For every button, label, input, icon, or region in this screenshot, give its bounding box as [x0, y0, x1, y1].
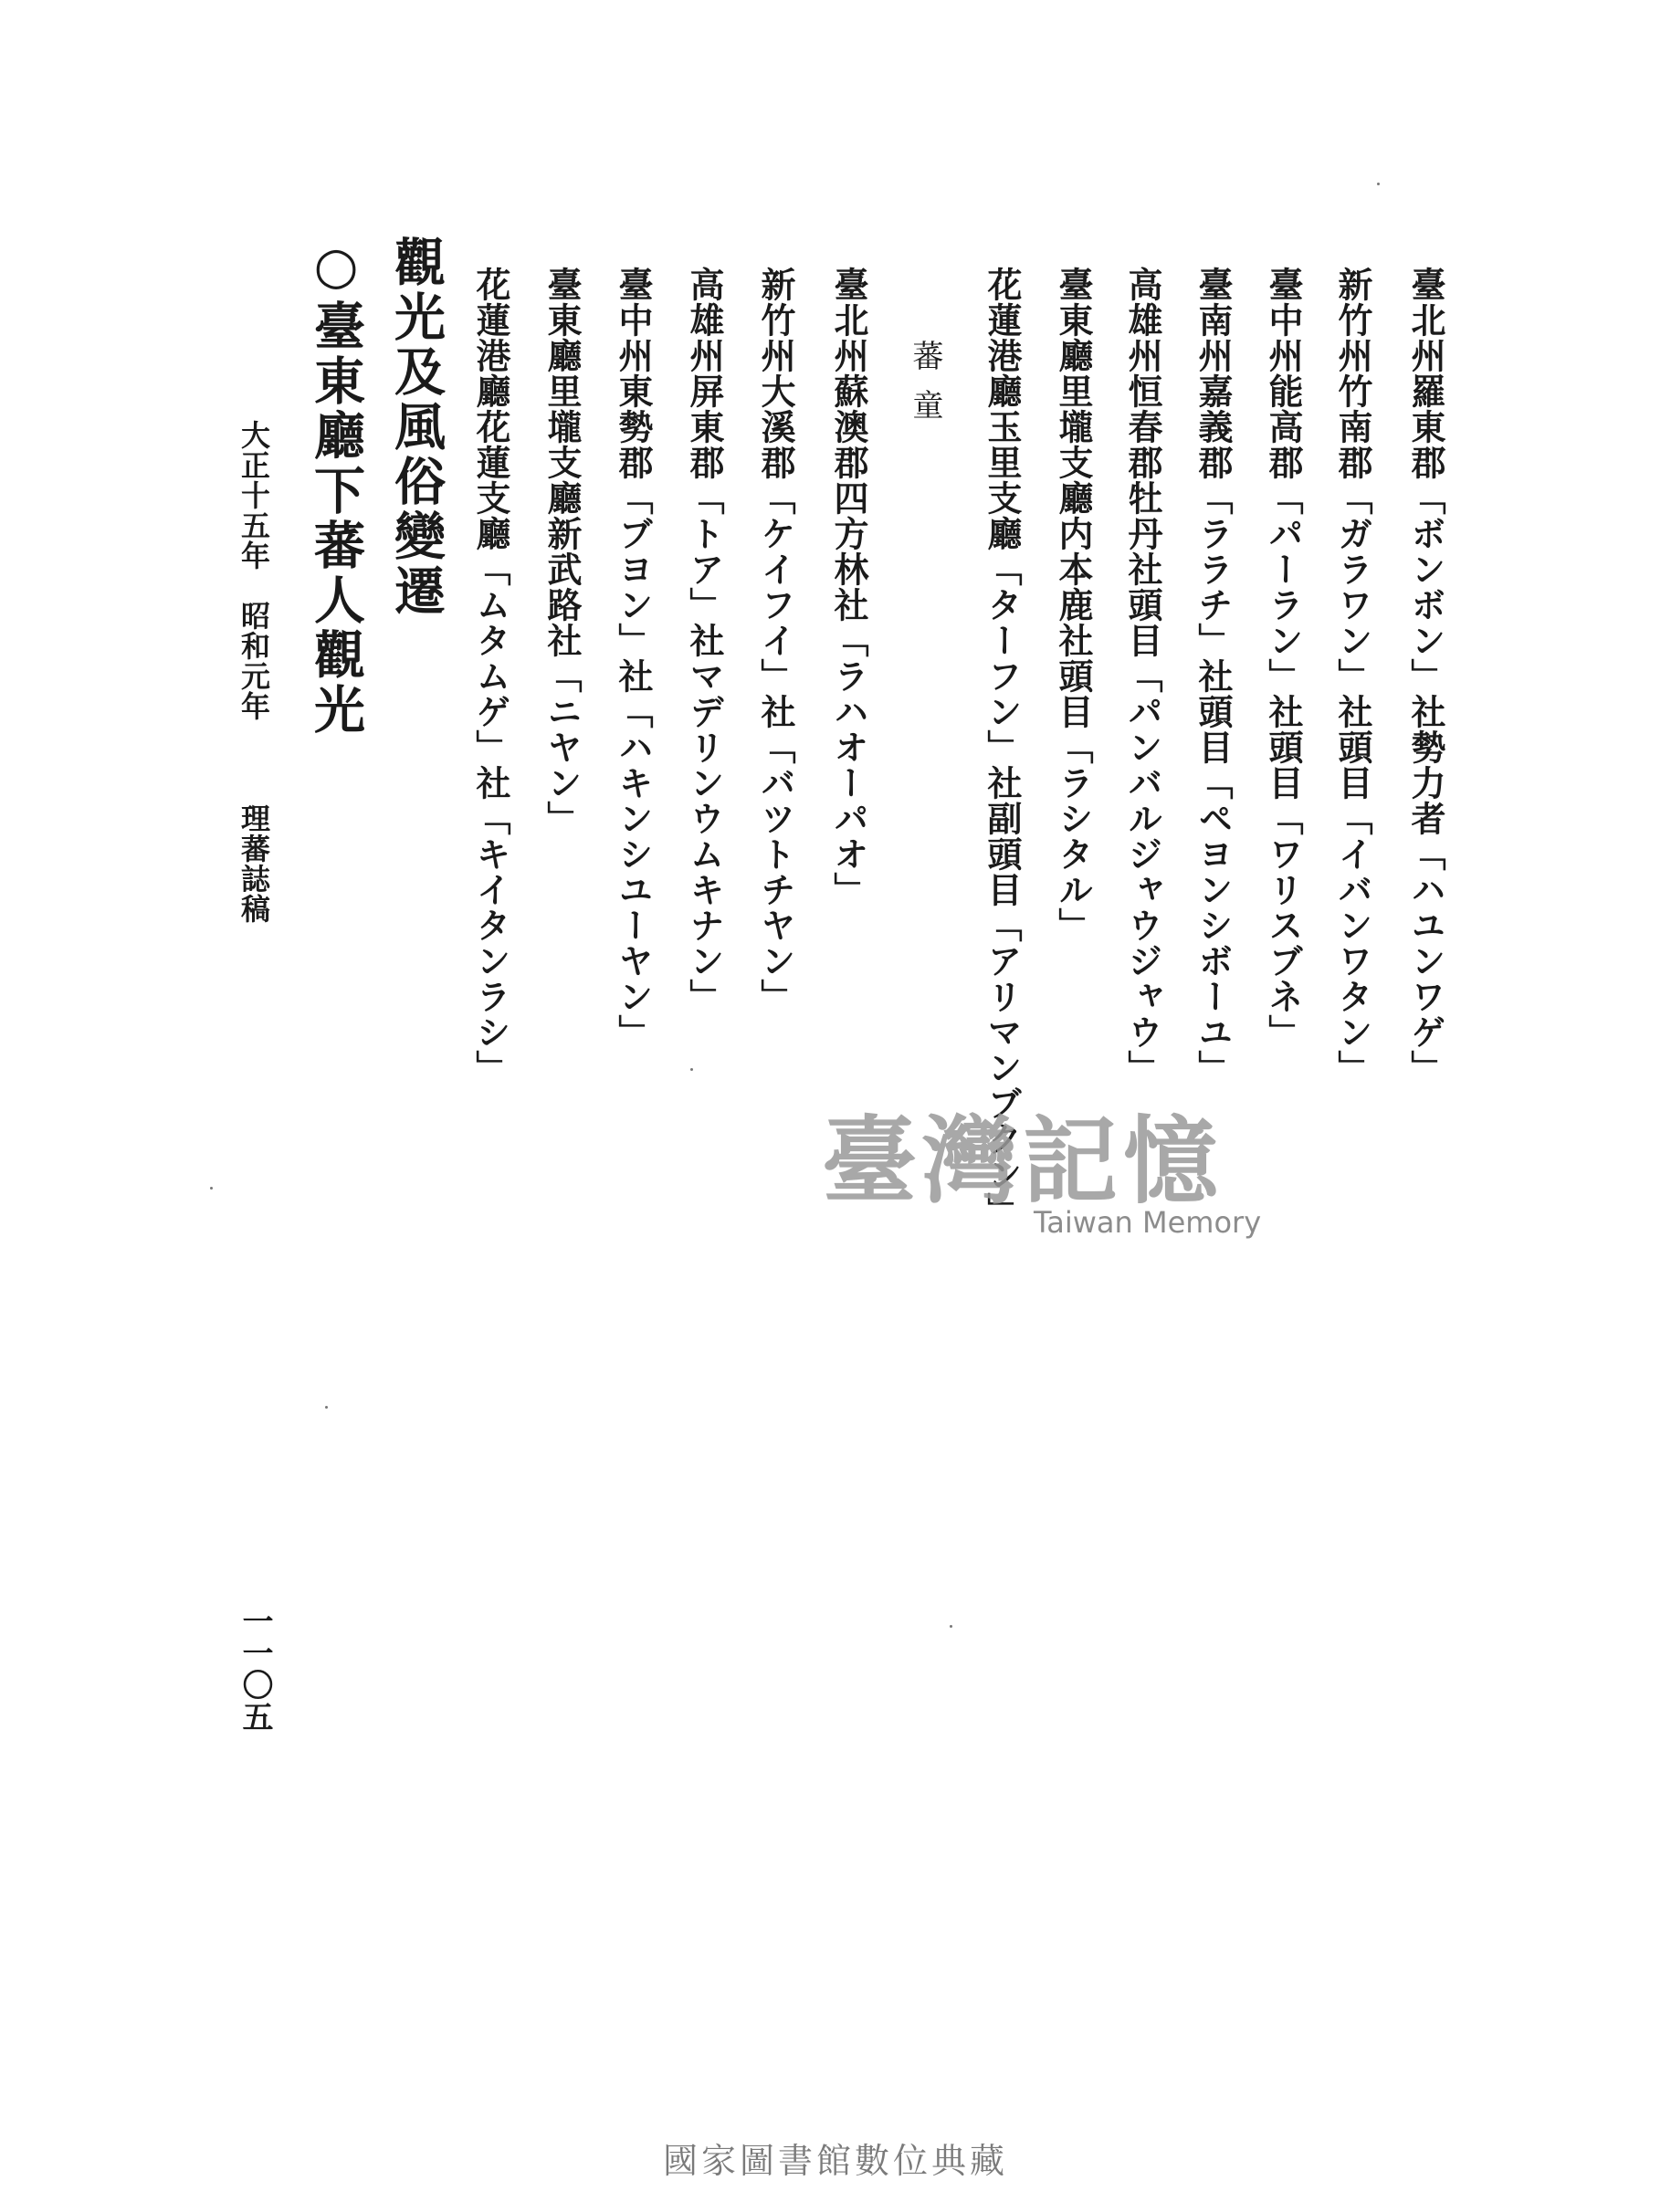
child-line-4: 臺中州東勢郡「ブヨン」社「ハキンシユーヤン」	[613, 267, 654, 1050]
chieftain-line-1: 臺北州羅東郡「ボンボン」社勢力者「ハユンワゲ」	[1405, 267, 1446, 1085]
section-heading: 蕃童	[907, 340, 943, 438]
watermark-english: Taiwan Memory	[1034, 1205, 1262, 1240]
article-title: ○臺東廳下蕃人觀光	[306, 236, 366, 738]
section-title: 觀光及風俗變遷	[386, 236, 447, 619]
taiwan-memory-watermark	[822, 1085, 1297, 1258]
library-footer: 國家圖書館數位典藏	[662, 2141, 1008, 2181]
chieftain-line-2: 新竹州竹南郡「ガラワン」社頭目「イバンワタン」	[1332, 267, 1373, 1085]
page-number: 一一〇五	[236, 1605, 273, 1733]
child-line-6: 花蓮港廳花蓮支廳「ムタムゲ」社「キイタンラシ」	[470, 267, 511, 1085]
watermark-chinese: 臺灣記憶	[822, 1105, 1224, 1217]
child-line-5: 臺東廳里壠支廳新武路社「ニヤン」	[541, 267, 583, 836]
child-line-1: 臺北州蘇澳郡四方林社「ラハオーパオ」	[828, 267, 869, 907]
child-line-2: 新竹州大溪郡「ケイフイ」社「バツトチヤン」	[755, 267, 796, 1014]
running-header-era: 大正十五年 昭和元年	[236, 420, 271, 721]
running-header-title: 理蕃誌稿	[236, 803, 271, 924]
chieftain-line-6: 臺東廳里壠支廳内本鹿社頭目「ラシタル」	[1053, 267, 1094, 943]
chieftain-line-3: 臺中州能高郡「パーラン」社頭目「ワリスブネ」	[1263, 267, 1304, 1050]
child-line-3: 高雄州屏東郡「トア」社マデリンウムキナン」	[684, 267, 725, 1014]
chieftain-line-5: 高雄州恒春郡牡丹社頭目「パンバルジャウジャウ」	[1122, 267, 1163, 1085]
chieftain-line-7: 花蓮港廳玉里支廳「ターフン」社副頭目「アリマンブクン」	[982, 267, 1023, 1228]
chieftain-line-4: 臺南州嘉義郡「ララチ」社頭目「ペヨンシボーユ」	[1193, 267, 1234, 1085]
